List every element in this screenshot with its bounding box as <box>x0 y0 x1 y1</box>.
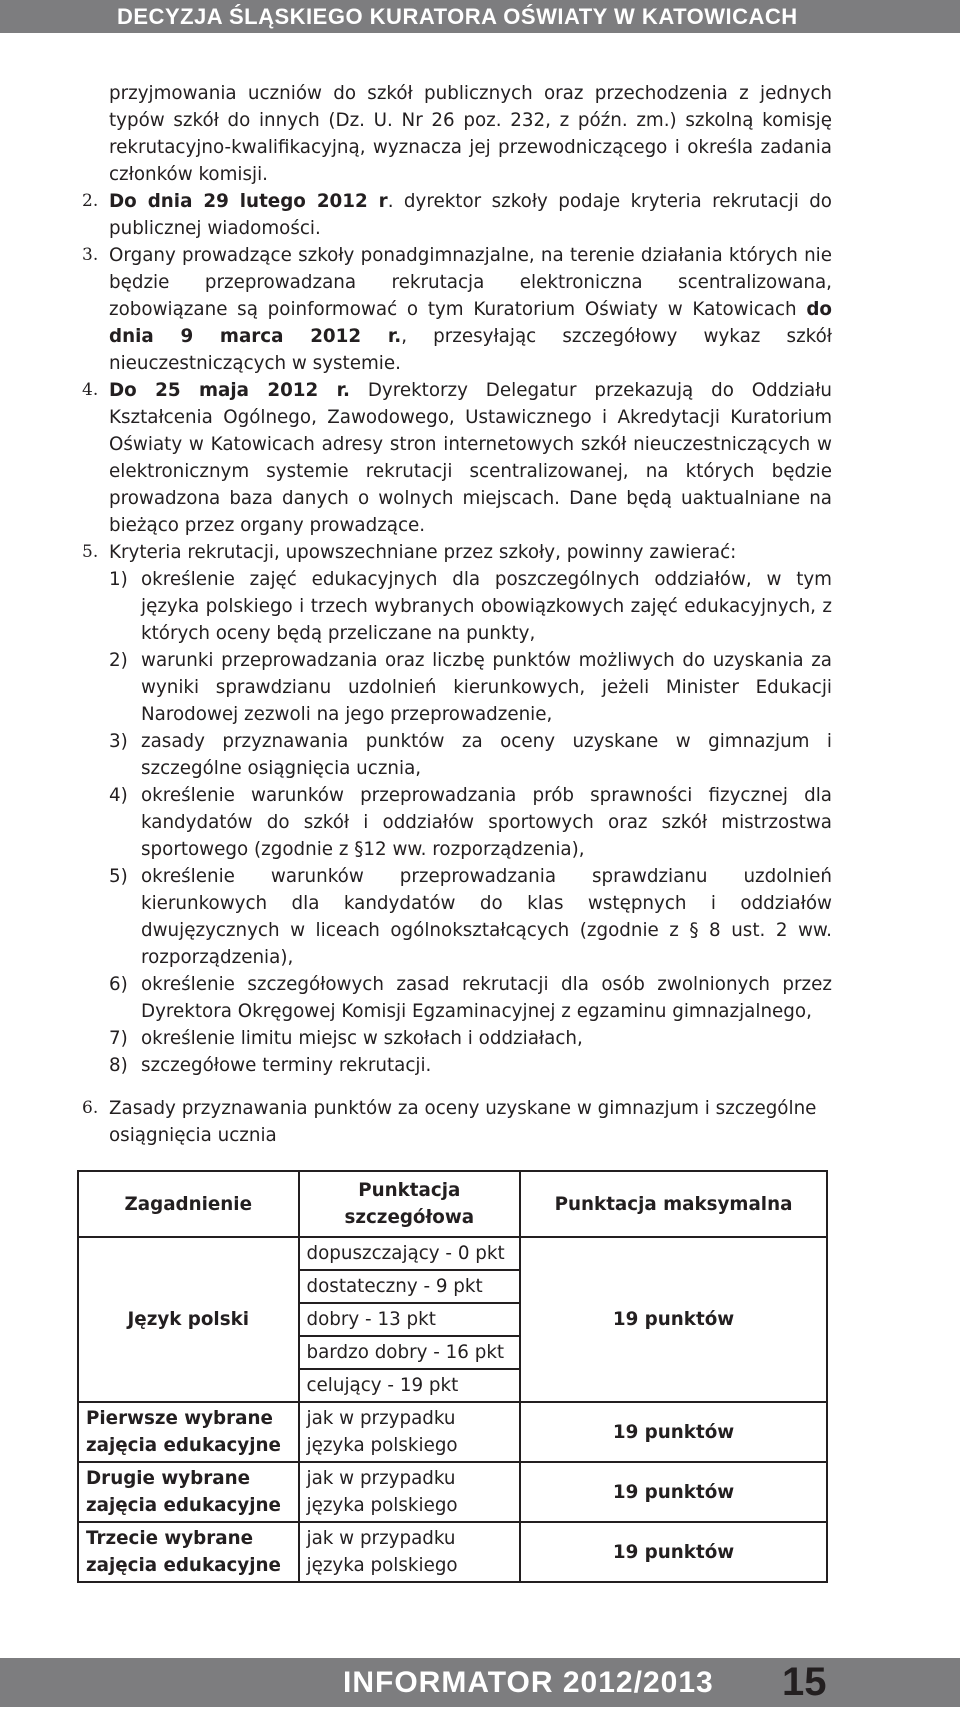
item-number: 2. <box>82 191 99 211</box>
footer-title: INFORMATOR 2012/2013 <box>343 1666 714 1699</box>
table-row <box>78 1462 827 1522</box>
item-number: 3. <box>82 245 99 265</box>
item-deadline: Do dnia 29 lutego 2012 r <box>109 191 388 212</box>
subject-cell: Język polski <box>78 1237 299 1402</box>
item-number: 5. <box>82 542 99 562</box>
list-item-6 <box>82 1095 832 1149</box>
document-body <box>82 80 832 1149</box>
item-text-end: , przesyłając szczegółowy wykaz szkół nieuczestniczących w systemie. <box>109 326 832 374</box>
detail-cell: jak w przypadku języka polskiego <box>299 1462 521 1522</box>
max-cell: 19 punktów <box>520 1237 827 1402</box>
table-header-row <box>78 1171 827 1237</box>
table-row <box>78 1402 827 1462</box>
header-title: DECYZJA ŚLĄSKIEGO KURATORA OŚWIATY W KATOWICACH <box>117 4 798 29</box>
detail-cell: celujący - 19 pkt <box>299 1369 521 1402</box>
item-text: Zasady przyznawania punktów za oceny uzyskane w gimnazjum i szczególne osiągnięcia ucznia <box>109 1098 817 1146</box>
detail-cell: jak w przypadku języka polskiego <box>299 1402 521 1462</box>
item-number: 4. <box>82 380 99 400</box>
max-cell: 19 punktów <box>520 1522 827 1582</box>
item-text: . dyrektor szkoły podaje kryteria rekrutacji do publicznej wiadomości. <box>109 191 832 239</box>
subject-cell: Drugie wybrane zajęcia edukacyjne <box>78 1462 299 1522</box>
sub-item-4 <box>82 782 832 863</box>
sub-item-text: warunki przeprowadzania oraz liczbę punktów możliwych do uzyskania za wyniki sprawdzianu uzdolnień kierunkowych, jeżeli Minister Edukacji Narodowej zezwoli na jego przeprowadzenie, <box>141 650 832 725</box>
header-cell: Punktacja maksymalna <box>520 1171 827 1237</box>
sub-item-number: 3) <box>109 731 128 752</box>
sub-item-3 <box>82 728 832 782</box>
sub-item-7 <box>82 1025 832 1052</box>
list-item-4 <box>82 377 832 539</box>
sub-item-1 <box>82 566 832 647</box>
table-row <box>78 1522 827 1582</box>
max-cell: 19 punktów <box>520 1462 827 1522</box>
header-cell: Punktacja szczegółowa <box>299 1171 521 1237</box>
list-item-2 <box>82 188 832 242</box>
item-number: 6. <box>82 1098 99 1118</box>
list-item-5 <box>82 539 832 566</box>
intro-paragraph <box>82 80 832 188</box>
sub-item-number: 7) <box>109 1028 128 1049</box>
detail-cell: dostateczny - 9 pkt <box>299 1270 521 1303</box>
sub-item-6 <box>82 971 832 1025</box>
detail-cell: dopuszczający - 0 pkt <box>299 1237 521 1270</box>
sub-item-text: określenie warunków przeprowadzania sprawdzianu uzdolnień kierunkowych dla kandydatów do klas wstępnych i oddziałów dwujęzycznych w liceach ogólnokształcących (zgodnie z § 8 ust. 2 ww. rozporządzenia), <box>141 866 832 968</box>
table-row <box>78 1237 827 1270</box>
detail-cell: jak w przypadku języka polskiego <box>299 1522 521 1582</box>
detail-cell: bardzo dobry - 16 pkt <box>299 1336 521 1369</box>
intro-text: przyjmowania uczniów do szkół publicznych oraz przechodzenia z jednych typów szkół do innych (Dz. U. Nr 26 poz. 232, z późn. zm.) szkolną komisję rekrutacyjno-kwalifikacyjną, wyznacza jej przewodniczącego i określa zadania członków komisji. <box>109 83 832 185</box>
sub-item-5 <box>82 863 832 971</box>
item-deadline: do dnia 9 marca 2012 r. <box>109 299 832 347</box>
sub-item-number: 6) <box>109 974 128 995</box>
spacer <box>82 1079 832 1095</box>
sub-item-number: 1) <box>109 569 128 590</box>
sub-item-number: 2) <box>109 650 128 671</box>
sub-item-2 <box>82 647 832 728</box>
item-deadline: Do 25 maja 2012 r. <box>109 380 350 401</box>
sub-item-text: szczegółowe terminy rekrutacji. <box>141 1055 432 1076</box>
subject-cell: Trzecie wybrane zajęcia edukacyjne <box>78 1522 299 1582</box>
sub-item-text: określenie zajęć edukacyjnych dla poszczególnych oddziałów, w tym języka polskiego i trzech wybranych obowiązkowych zajęć edukacyjnych, z których oceny będą przeliczane na punkty, <box>141 569 832 644</box>
list-item-3 <box>82 242 832 377</box>
detail-cell: dobry - 13 pkt <box>299 1303 521 1336</box>
page-footer <box>0 1658 960 1707</box>
sub-item-text: zasady przyznawania punktów za oceny uzyskane w gimnazjum i szczególne osiągnięcia ucznia, <box>141 731 832 779</box>
sub-item-8 <box>82 1052 832 1079</box>
sub-item-number: 8) <box>109 1055 128 1076</box>
sub-item-text: określenie limitu miejsc w szkołach i oddziałach, <box>141 1028 583 1049</box>
page-number: 15 <box>782 1660 827 1704</box>
item-text: Dyrektorzy Delegatur przekazują do Oddziału Kształcenia Ogólnego, Zawodowego, Ustawicznego i Akredytacji Kuratorium Oświaty w Katowicach adresy stron internetowych szkół nieuczestniczących w elektronicznym systemie rekrutacji scentralizowanej, na których będzie prowadzona baza danych o wolnych miejscach. Dane będą uaktualniane na bieżąco przez organy prowadzące. <box>109 380 832 536</box>
page-header <box>0 0 960 33</box>
points-table <box>77 1170 828 1583</box>
sub-item-number: 5) <box>109 866 128 887</box>
sub-item-text: określenie warunków przeprowadzania prób sprawności fizycznej dla kandydatów do szkół i oddziałów sportowych oraz szkół mistrzostwa sportowego (zgodnie z §12 ww. rozporządzenia), <box>141 785 832 860</box>
max-cell: 19 punktów <box>520 1402 827 1462</box>
sub-item-text: określenie szczegółowych zasad rekrutacji dla osób zwolnionych przez Dyrektora Okręgowej Komisji Egzaminacyjnej z egzaminu gimnazjalnego, <box>141 974 832 1022</box>
subject-cell: Pierwsze wybrane zajęcia edukacyjne <box>78 1402 299 1462</box>
item-text: Kryteria rekrutacji, upowszechniane przez szkoły, powinny zawierać: <box>109 542 737 563</box>
sub-item-number: 4) <box>109 785 128 806</box>
header-cell: Zagadnienie <box>78 1171 299 1237</box>
item-text: Organy prowadzące szkoły ponadgimnazjalne, na terenie działania których nie będzie przeprowadzana rekrutacja elektroniczna scentralizowana, zobowiązane są poinformować o tym Kuratorium Oświaty w Katowicach <box>109 245 832 320</box>
